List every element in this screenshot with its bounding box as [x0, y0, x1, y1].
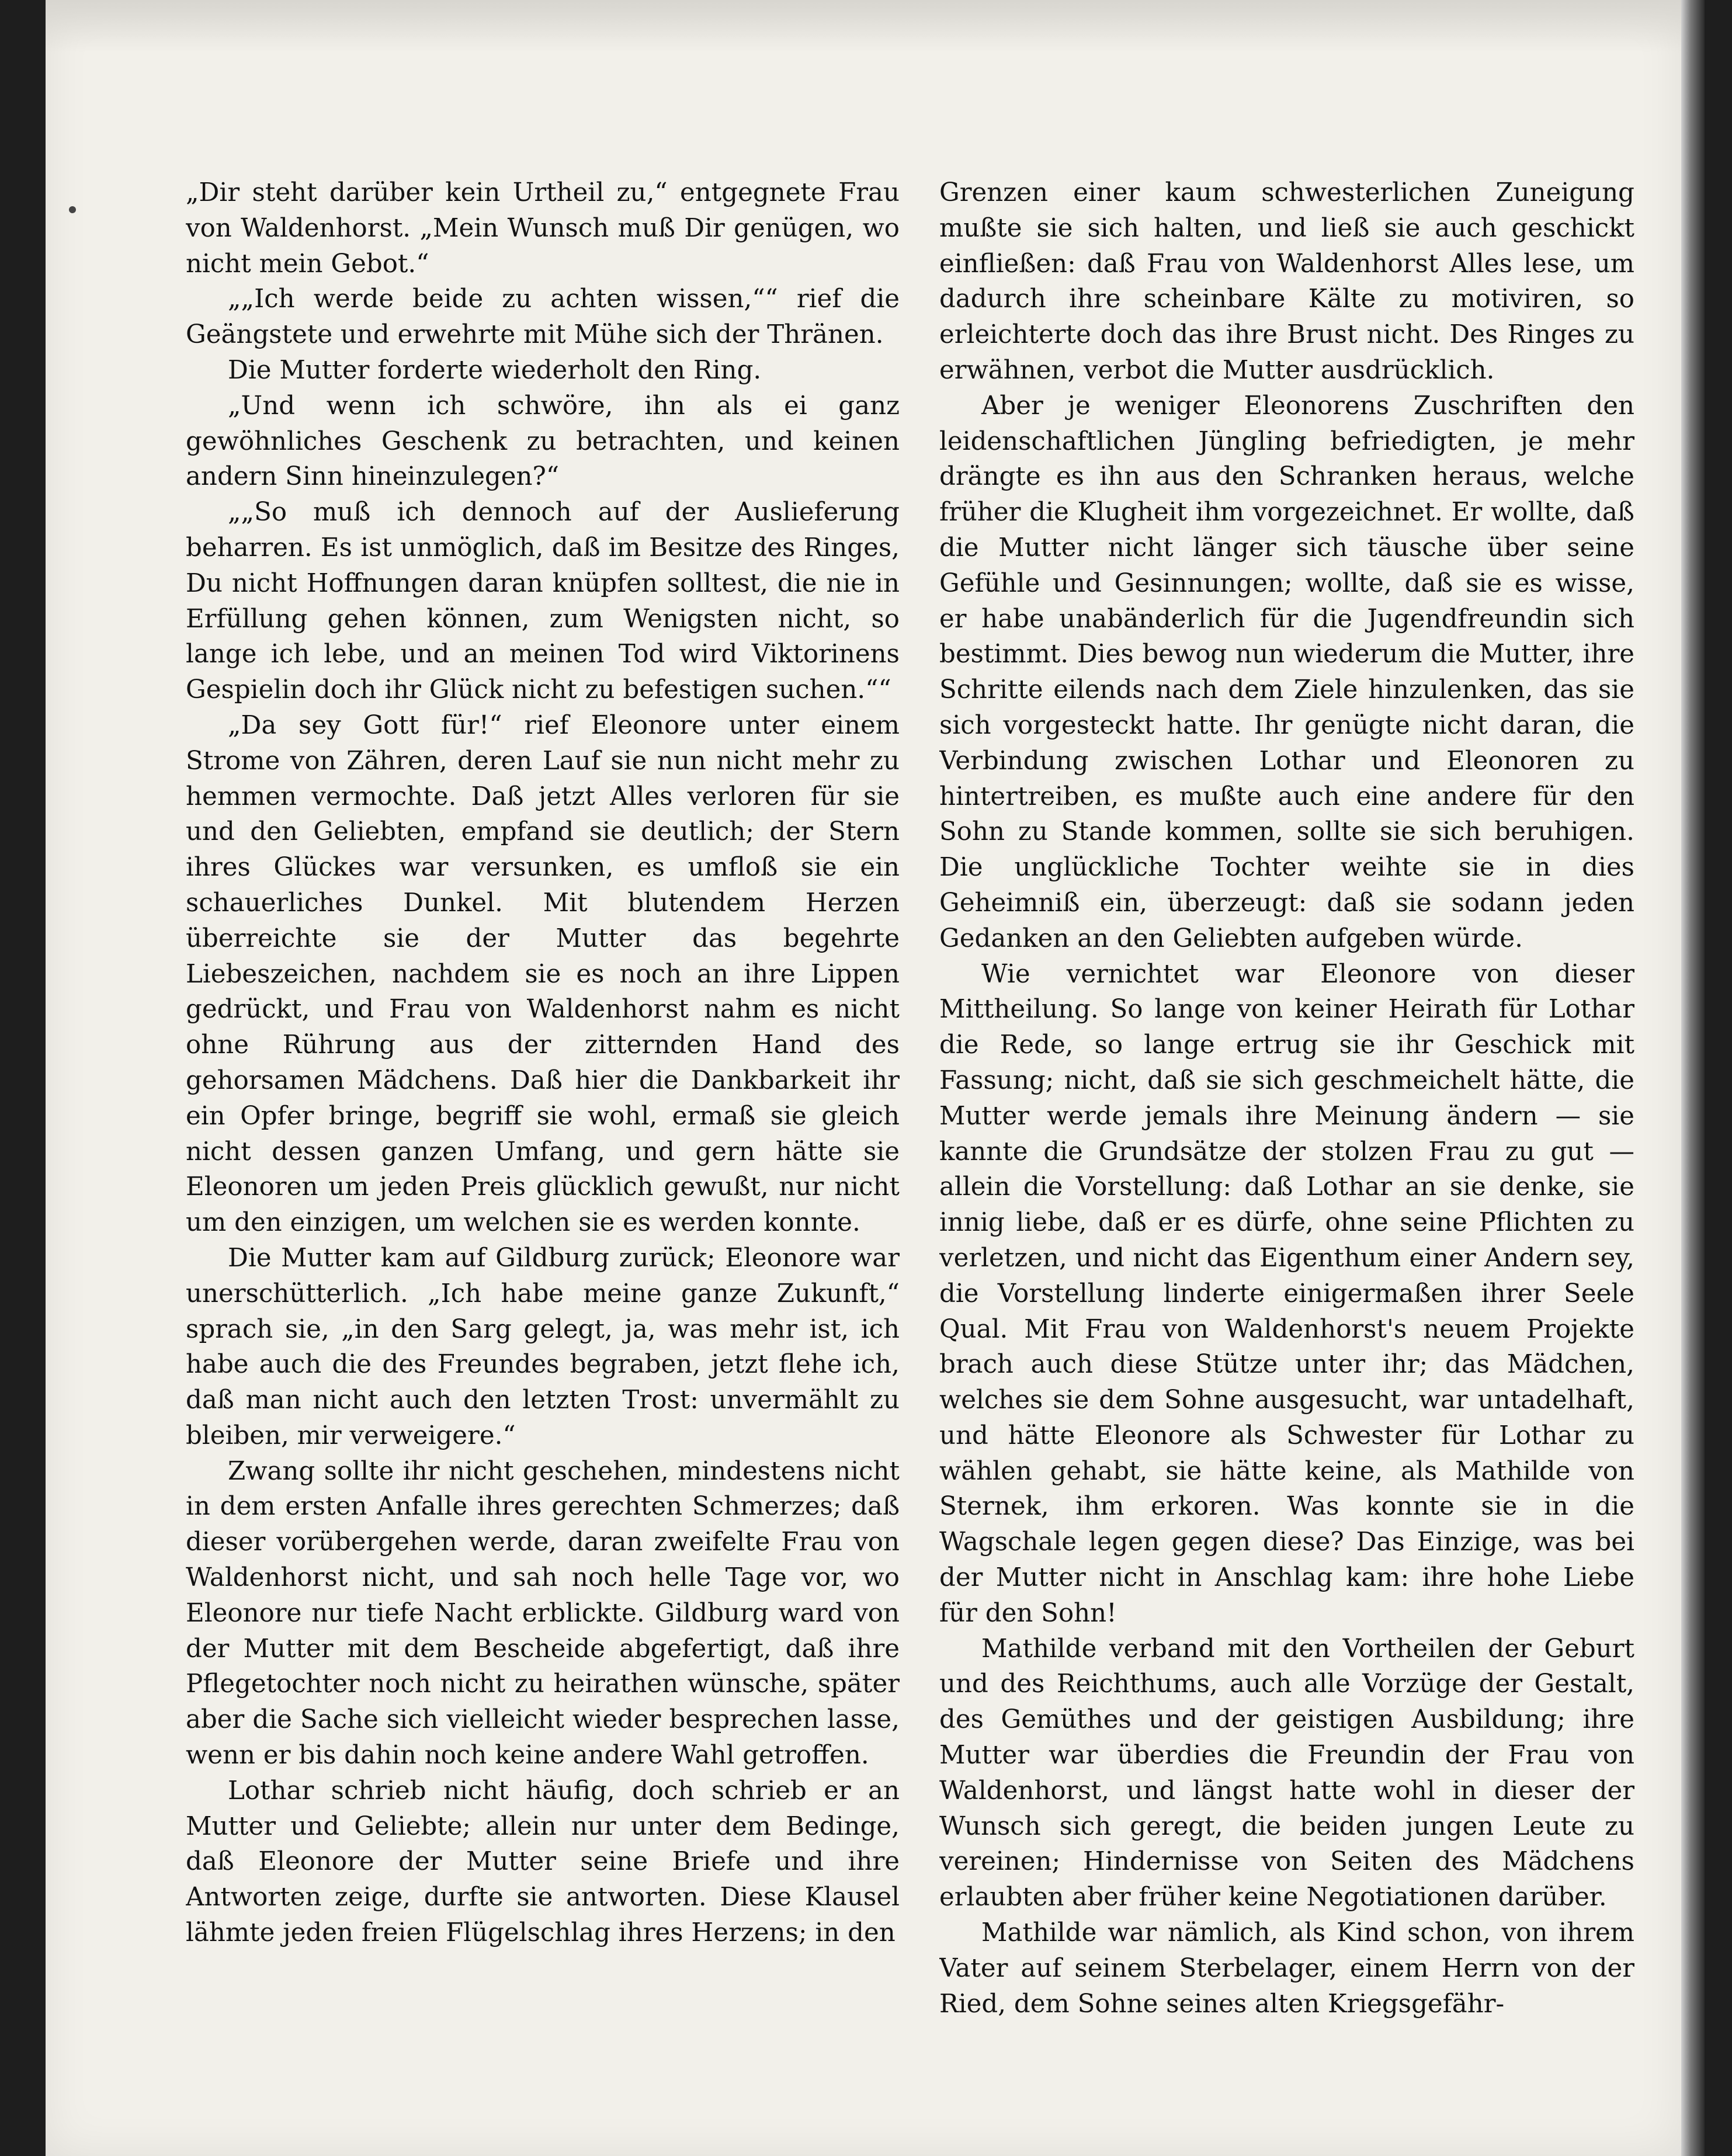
paragraph: Aber je weniger Eleonorens Zuschriften den leidenschaftlichen Jüngling befriedigten, je mehr drängte es ihn aus den Schranken heraus, welche früher die Klugheit ihm vorgezeichnet. Er wollte, daß die Mutter nicht länger sich täusche über seine Gefühle und Gesinnungen; wollte, daß sie es wisse, er habe unabänderlich für die Jugendfreundin sich bestimmt. Dies bewog nun wiederum die Mutter, ihre Schritte eilends nach dem Ziele hinzulenken, das sie sich vorgesteckt hatte. Ihr genügte nicht daran, die Verbindung zwischen Lothar und Eleonoren zu hintertreiben, es mußte auch eine andere für den Sohn zu Stande kommen, sollte sie sich beruhigen. Die unglückliche Tochter weihte sie in dies Geheimniß ein, überzeugt: daß sie sodann jeden Gedanken an den Geliebten aufgeben würde.: [939, 391, 1634, 953]
paragraph: Mathilde war nämlich, als Kind schon, von ihrem Vater auf seinem Sterbelager, einem Herrn von der Ried, dem Sohne seines alten Kriegsgefähr-: [939, 1918, 1634, 2019]
paragraph: „„So muß ich dennoch auf der Auslieferung beharren. Es ist unmöglich, daß im Besitze des Ringes, Du nicht Hoffnungen daran knüpfen solltest, die nie in Erfüllung gehen können, zum Wenigsten nicht, so lange ich lebe, und an meinen Tod wird Viktorinens Gespielin doch ihr Glück nicht zu befestigen suchen.““: [186, 498, 900, 705]
paragraph: „Und wenn ich schwöre, ihn als ei ganz gewöhnliches Geschenk zu betrachten, und keinen andern Sinn hineinzulegen?“: [186, 391, 900, 492]
left-text-column: [186, 175, 900, 2074]
paragraph: „Dir steht darüber kein Urtheil zu,“ entgegnete Frau von Waldenhorst. „Mein Wunsch muß Dir genügen, wo nicht mein Gebot.“: [186, 178, 900, 279]
paragraph: Mathilde verband mit den Vortheilen der Geburt und des Reichthums, auch alle Vorzüge der Gestalt, des Gemüthes und der geistigen Ausbildung; ihre Mutter war überdies die Freundin der Frau von Waldenhorst, und längst hatte wohl in dieser der Wunsch sich geregt, die beiden jungen Leute zu vereinen; Hindernisse von Seiten des Mädchens erlaubten aber früher keine Negotiationen darüber.: [939, 1634, 1634, 1912]
right-text-column: [939, 175, 1634, 2074]
paragraph: Wie vernichtet war Eleonore von dieser Mittheilung. So lange von keiner Heirath für Lothar die Rede, so lange ertrug sie ihr Geschick mit Fassung; nicht, daß sie sich geschmeichelt hätte, die Mutter werde jemals ihre Meinung ändern — sie kannte die Grundsätze der stolzen Frau zu gut — allein die Vorstellung: daß Lothar an sie denke, sie innig liebe, daß er es dürfe, ohne seine Pflichten zu verletzen, und nicht das Eigenthum einer Andern sey, die Vorstellung linderte einigermaßen ihrer Seele Qual. Mit Frau von Waldenhorst's neuem Projekte brach auch diese Stütze unter ihr; das Mädchen, welches sie dem Sohne ausgesucht, war untadelhaft, und hätte Eleonore als Schwester für Lothar zu wählen gehabt, sie hätte keine, als Mathilde von Sternek, ihm erkoren. Was konnte sie in die Wagschale legen gegen diese? Das Einzige, was bei der Mutter nicht in Anschlag kam: ihre hohe Liebe für den Sohn!: [939, 959, 1634, 1628]
page-top-shadow: [46, 0, 1681, 53]
margin-ink-dot: [69, 206, 76, 213]
paragraph: „Da sey Gott für!“ rief Eleonore unter einem Strome von Zähren, deren Lauf sie nun nicht mehr zu hemmen vermochte. Daß jetzt Alles verloren für sie und den Geliebten, empfand sie deutlich; der Stern ihres Glückes war versunken, es umfloß sie ein schauerliches Dunkel. Mit blutendem Herzen überreichte sie der Mutter das begehrte Liebeszeichen, nachdem sie es noch an ihre Lippen gedrückt, und Frau von Waldenhorst nahm es nicht ohne Rührung aus der zitternden Hand des gehorsamen Mädchens. Daß hier die Dankbarkeit ihr ein Opfer bringe, begriff sie wohl, ermaß sie gleich nicht dessen ganzen Umfang, und gern hätte sie Eleonoren um jeden Preis glücklich gewußt, nur nicht um den einzigen, um welchen sie es werden konnte.: [186, 710, 900, 1238]
paragraph: „„Ich werde beide zu achten wissen,““ rief die Geängstete und erwehrte mit Mühe sich der Thränen.: [186, 284, 900, 350]
paragraph: Zwang sollte ihr nicht geschehen, mindestens nicht in dem ersten Anfalle ihres gerechten Schmerzes; daß dieser vorübergehen werde, daran zweifelte Frau von Waldenhorst nicht, und sah noch helle Tage vor, wo Eleonore nur tiefe Nacht erblickte. Gildburg ward von der Mutter mit dem Bescheide abgefertigt, daß ihre Pflegetochter noch nicht zu heirathen wünsche, später aber die Sache sich vielleicht wieder besprechen lasse, wenn er bis dahin noch keine andere Wahl getroffen.: [186, 1456, 900, 1770]
paragraph: Lothar schrieb nicht häufig, doch schrieb er an Mutter und Geliebte; allein nur unter dem Bedinge, daß Eleonore der Mutter seine Briefe und ihre Antworten zeige, durfte sie antworten. Diese Klausel lähmte jeden freien Flügelschlag ihres Herzens; in den: [186, 1776, 900, 1948]
paragraph: Grenzen einer kaum schwesterlichen Zuneigung mußte sie sich halten, und ließ sie auch geschickt einfließen: daß Frau von Waldenhorst Alles lese, um dadurch ihre scheinbare Kälte zu motiviren, so erleichterte doch das ihre Brust nicht. Des Ringes zu erwähnen, verbot die Mutter ausdrücklich.: [939, 178, 1634, 385]
paragraph: Die Mutter forderte wiederholt den Ring.: [228, 355, 762, 385]
paragraph: Die Mutter kam auf Gildburg zurück; Eleonore war unerschütterlich. „Ich habe meine ganze Zukunft,“ sprach sie, „in den Sarg gelegt, ja, was mehr ist, ich habe auch die des Freundes begraben, jetzt flehe ich, daß man nicht auch den letzten Trost: unvermählt zu bleiben, mir verweigere.“: [186, 1243, 900, 1450]
page-binding-edge: [1681, 0, 1705, 2156]
